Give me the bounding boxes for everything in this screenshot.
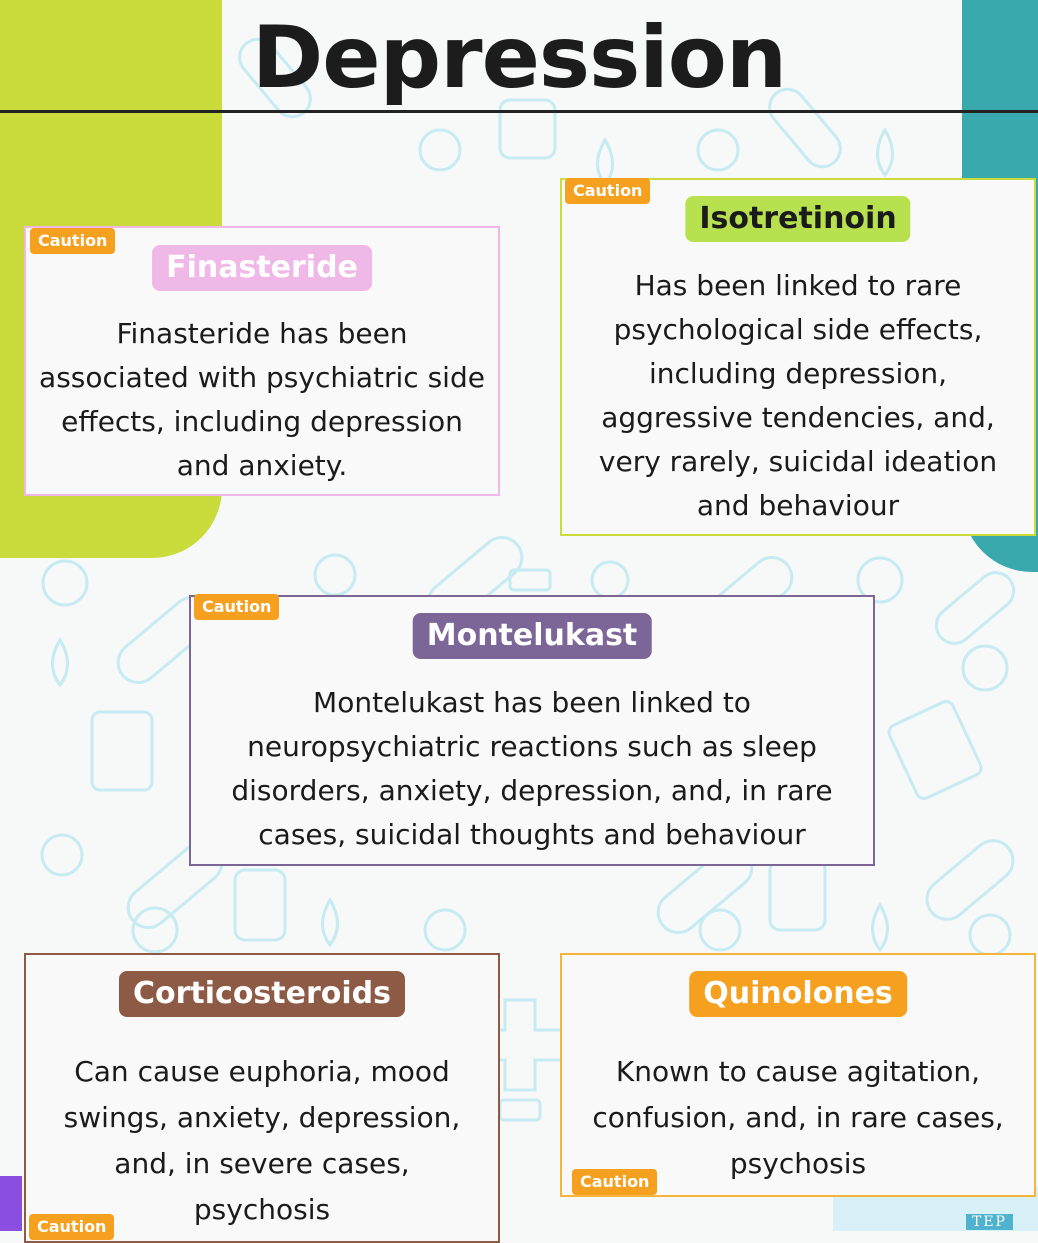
body-line: and behaviour [696, 489, 900, 522]
caution-badge: Caution [565, 178, 650, 204]
drug-name-isotretinoin: Isotretinoin [685, 196, 910, 242]
body-line: psychological side effects, [613, 313, 983, 346]
body-line: psychosis [729, 1147, 867, 1180]
body-line: psychosis [193, 1193, 331, 1226]
body-line: Montelukast has been linked to [313, 686, 751, 719]
drug-name-montelukast: Montelukast [413, 613, 652, 659]
body-line: neuropsychiatric reactions such as sleep [247, 730, 817, 763]
body-line: cases, suicidal thoughts and behaviour [258, 818, 806, 851]
card-montelukast [189, 595, 875, 866]
body-line: aggressive tendencies, and, [601, 401, 995, 434]
body-line: and anxiety. [176, 449, 348, 482]
body-line: very rarely, suicidal ideation [598, 445, 998, 478]
body-line: Known to cause agitation, [615, 1055, 981, 1088]
body-line: Has been linked to rare [634, 269, 962, 302]
caution-badge: Caution [572, 1169, 657, 1195]
body-line: confusion, and, in rare cases, [592, 1101, 1004, 1134]
body-line: associated with psychiatric side [39, 361, 485, 394]
drug-name-finasteride: Finasteride [152, 245, 372, 291]
caution-badge: Caution [194, 594, 279, 620]
body-line: and, in severe cases, [114, 1147, 410, 1180]
card-corticosteroids [24, 953, 500, 1243]
body-line: including depression, [648, 357, 948, 390]
body-line: effects, including depression [61, 405, 463, 438]
page-title: Depression [251, 8, 787, 108]
card-finasteride [24, 226, 500, 496]
card-isotretinoin [560, 178, 1036, 536]
caution-badge: Caution [30, 228, 115, 254]
drug-name-quinolones: Quinolones [689, 971, 907, 1017]
body-line: disorders, anxiety, depression, and, in rare [231, 774, 833, 807]
drug-name-corticosteroids: Corticosteroids [119, 971, 405, 1017]
body-line: Finasteride has been [116, 317, 408, 350]
body-line: Can cause euphoria, mood [74, 1055, 450, 1088]
card-quinolones [560, 953, 1036, 1197]
purple-corner-block [0, 1176, 22, 1231]
title-divider [0, 110, 1038, 113]
body-line: swings, anxiety, depression, [63, 1101, 461, 1134]
watermark-logo: TEP [966, 1214, 1013, 1230]
caution-badge: Caution [29, 1214, 114, 1240]
